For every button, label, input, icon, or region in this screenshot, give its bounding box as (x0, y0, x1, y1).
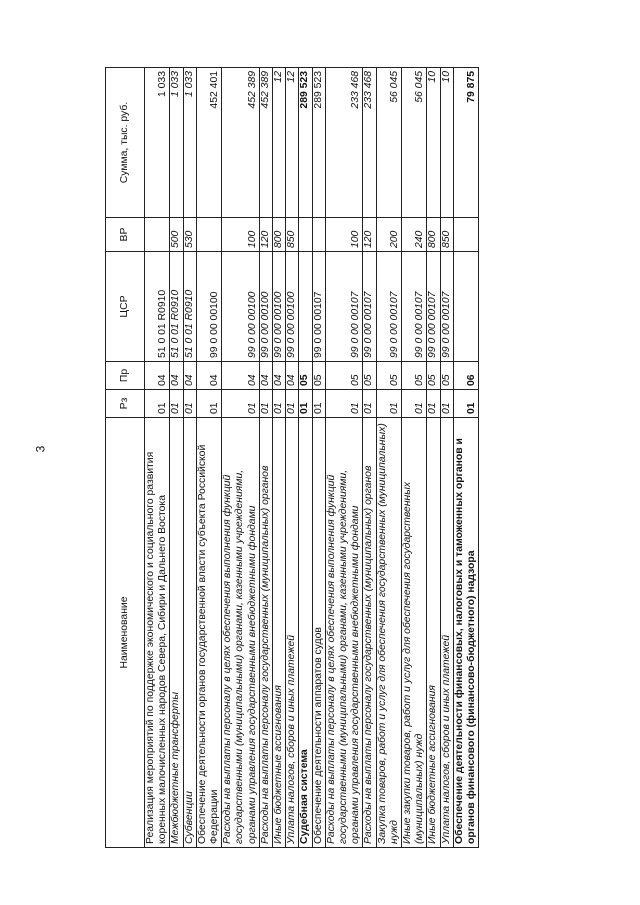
table-row (273, 68, 286, 848)
cell-rz: 01 (376, 390, 401, 418)
table-row (402, 68, 427, 848)
cell-vr: 200 (376, 218, 401, 252)
cell-sum: 1 033 (183, 68, 196, 218)
cell-name: Обеспечение деятельности органов государственной власти субъекта Российской Федерации (196, 418, 221, 848)
cell-vr: 850 (286, 218, 299, 252)
table-row (363, 68, 376, 848)
table-row (376, 68, 401, 848)
cell-rz: 01 (196, 390, 221, 418)
cell-csr: 99 0 00 00100 (273, 252, 286, 362)
cell-csr: 51 0 01 R0910 (170, 252, 183, 362)
cell-rz: 01 (183, 390, 196, 418)
cell-pr: 05 (299, 362, 312, 390)
header-sum: Сумма, тыс. руб. (106, 68, 145, 218)
cell-pr: 05 (363, 362, 376, 390)
table-row (427, 68, 440, 848)
cell-rz: 01 (170, 390, 183, 418)
cell-pr: 04 (183, 362, 196, 390)
cell-name: Расходы на выплаты персоналу в целях обеспечения выполнения функций государственными (муниципальными) органами, казенными учреждениями, органами управления государственными внебюджетными фондами (325, 418, 363, 848)
cell-rz: 01 (286, 390, 299, 418)
header-rz: Рз (106, 390, 145, 418)
table-row (196, 68, 221, 848)
cell-name: Межбюджетные трансферты (170, 418, 183, 848)
cell-sum: 79 875 (453, 68, 478, 218)
cell-vr: 530 (183, 218, 196, 252)
cell-pr: 05 (312, 362, 325, 390)
cell-rz: 01 (273, 390, 286, 418)
cell-sum: 289 523 (299, 68, 312, 218)
page-number: 3 (33, 445, 48, 453)
cell-csr: 51 0 01 R0910 (145, 252, 170, 362)
cell-rz: 01 (222, 390, 260, 418)
cell-name: Обеспечение деятельности аппаратов судов (312, 418, 325, 848)
cell-name: Субвенции (183, 418, 196, 848)
cell-sum: 10 (427, 68, 440, 218)
cell-vr (312, 218, 325, 252)
cell-name: Судебная система (299, 418, 312, 848)
header-name: Наименование (106, 418, 145, 848)
cell-pr: 04 (196, 362, 221, 390)
cell-pr: 04 (145, 362, 170, 390)
cell-name: Иные бюджетные ассигнования (273, 418, 286, 848)
cell-pr: 06 (453, 362, 478, 390)
cell-sum: 12 (273, 68, 286, 218)
cell-rz: 01 (312, 390, 325, 418)
cell-rz: 01 (145, 390, 170, 418)
cell-sum: 12 (286, 68, 299, 218)
table-row (170, 68, 183, 848)
table-row (312, 68, 325, 848)
cell-csr: 99 0 00 00107 (402, 252, 427, 362)
table-row (222, 68, 260, 848)
cell-vr (453, 218, 478, 252)
table-body (145, 68, 479, 848)
cell-sum: 56 045 (402, 68, 427, 218)
cell-rz: 01 (427, 390, 440, 418)
table-row (325, 68, 363, 848)
cell-vr: 800 (427, 218, 440, 252)
cell-csr: 99 0 00 00107 (312, 252, 325, 362)
cell-rz: 01 (440, 390, 453, 418)
cell-pr: 04 (273, 362, 286, 390)
cell-pr: 05 (427, 362, 440, 390)
cell-vr: 120 (363, 218, 376, 252)
cell-csr: 99 0 00 00107 (363, 252, 376, 362)
cell-vr (299, 218, 312, 252)
header-pr: Пр (106, 362, 145, 390)
cell-sum: 1 033 (170, 68, 183, 218)
cell-pr: 04 (286, 362, 299, 390)
cell-sum: 452 389 (259, 68, 272, 218)
cell-sum: 10 (440, 68, 453, 218)
cell-vr (196, 218, 221, 252)
cell-sum: 233 468 (325, 68, 363, 218)
cell-rz: 01 (299, 390, 312, 418)
cell-pr: 05 (376, 362, 401, 390)
cell-name: Реализация мероприятий по поддержке экономического и социального развития коренных малочисленных народов Севера, Сибири и Дальнего Востока (145, 418, 170, 848)
cell-vr: 800 (273, 218, 286, 252)
budget-table (105, 67, 479, 848)
cell-pr: 05 (325, 362, 363, 390)
cell-vr: 100 (325, 218, 363, 252)
header-vr: ВР (106, 218, 145, 252)
table-header-row (106, 68, 145, 848)
cell-csr: 99 0 00 00100 (259, 252, 272, 362)
cell-pr: 04 (170, 362, 183, 390)
cell-name: Уплата налогов, сборов и иных платежей (440, 418, 453, 848)
cell-rz: 01 (363, 390, 376, 418)
cell-rz: 01 (259, 390, 272, 418)
cell-sum: 452 401 (196, 68, 221, 218)
cell-vr (145, 218, 170, 252)
cell-csr: 99 0 00 00107 (427, 252, 440, 362)
cell-rz: 01 (402, 390, 427, 418)
cell-csr: 99 0 00 00107 (325, 252, 363, 362)
table-row (286, 68, 299, 848)
budget-table-sheet (105, 68, 567, 848)
cell-name: Расходы на выплаты персоналу государственных (муниципальных) органов (363, 418, 376, 848)
cell-csr: 99 0 00 00107 (440, 252, 453, 362)
cell-name: Расходы на выплаты персоналу в целях обеспечения выполнения функций государственными (муниципальными) органами, казенными учреждениями, органами управления государственными внебюджетными фондами (222, 418, 260, 848)
cell-vr: 100 (222, 218, 260, 252)
table-row (299, 68, 312, 848)
cell-rz: 01 (325, 390, 363, 418)
cell-name: Иные закупки товаров, работ и услуг для обеспечения государственных (муниципальных) нужд (402, 418, 427, 848)
cell-vr: 850 (440, 218, 453, 252)
cell-pr: 04 (259, 362, 272, 390)
header-csr: ЦСР (106, 252, 145, 362)
cell-pr: 04 (222, 362, 260, 390)
table-row (183, 68, 196, 848)
cell-csr: 51 0 01 R0910 (183, 252, 196, 362)
cell-sum: 233 468 (363, 68, 376, 218)
table-row (440, 68, 453, 848)
table-row (453, 68, 478, 848)
cell-sum: 289 523 (312, 68, 325, 218)
cell-pr: 05 (440, 362, 453, 390)
cell-name: Обеспечение деятельности финансовых, налоговых и таможенных органов и органов финансового (финансово-бюджетного) надзора (453, 418, 478, 848)
cell-csr: 99 0 00 00100 (196, 252, 221, 362)
cell-sum: 1 033 (145, 68, 170, 218)
cell-pr: 05 (402, 362, 427, 390)
cell-vr: 500 (170, 218, 183, 252)
cell-vr: 240 (402, 218, 427, 252)
cell-csr: 99 0 00 00100 (222, 252, 260, 362)
cell-rz: 01 (453, 390, 478, 418)
cell-csr: 99 0 00 00100 (286, 252, 299, 362)
cell-csr (299, 252, 312, 362)
cell-name: Расходы на выплаты персоналу государственных (муниципальных) органов (259, 418, 272, 848)
cell-sum: 452 389 (222, 68, 260, 218)
table-row (145, 68, 170, 848)
cell-vr: 120 (259, 218, 272, 252)
cell-name: Уплата налогов, сборов и иных платежей (286, 418, 299, 848)
cell-name: Закупка товаров, работ и услуг для обеспечения государственных (муниципальных) нужд (376, 418, 401, 848)
table-row (259, 68, 272, 848)
cell-csr: 99 0 00 00107 (376, 252, 401, 362)
cell-csr (453, 252, 478, 362)
cell-name: Иные бюджетные ассигнования (427, 418, 440, 848)
cell-sum: 56 045 (376, 68, 401, 218)
